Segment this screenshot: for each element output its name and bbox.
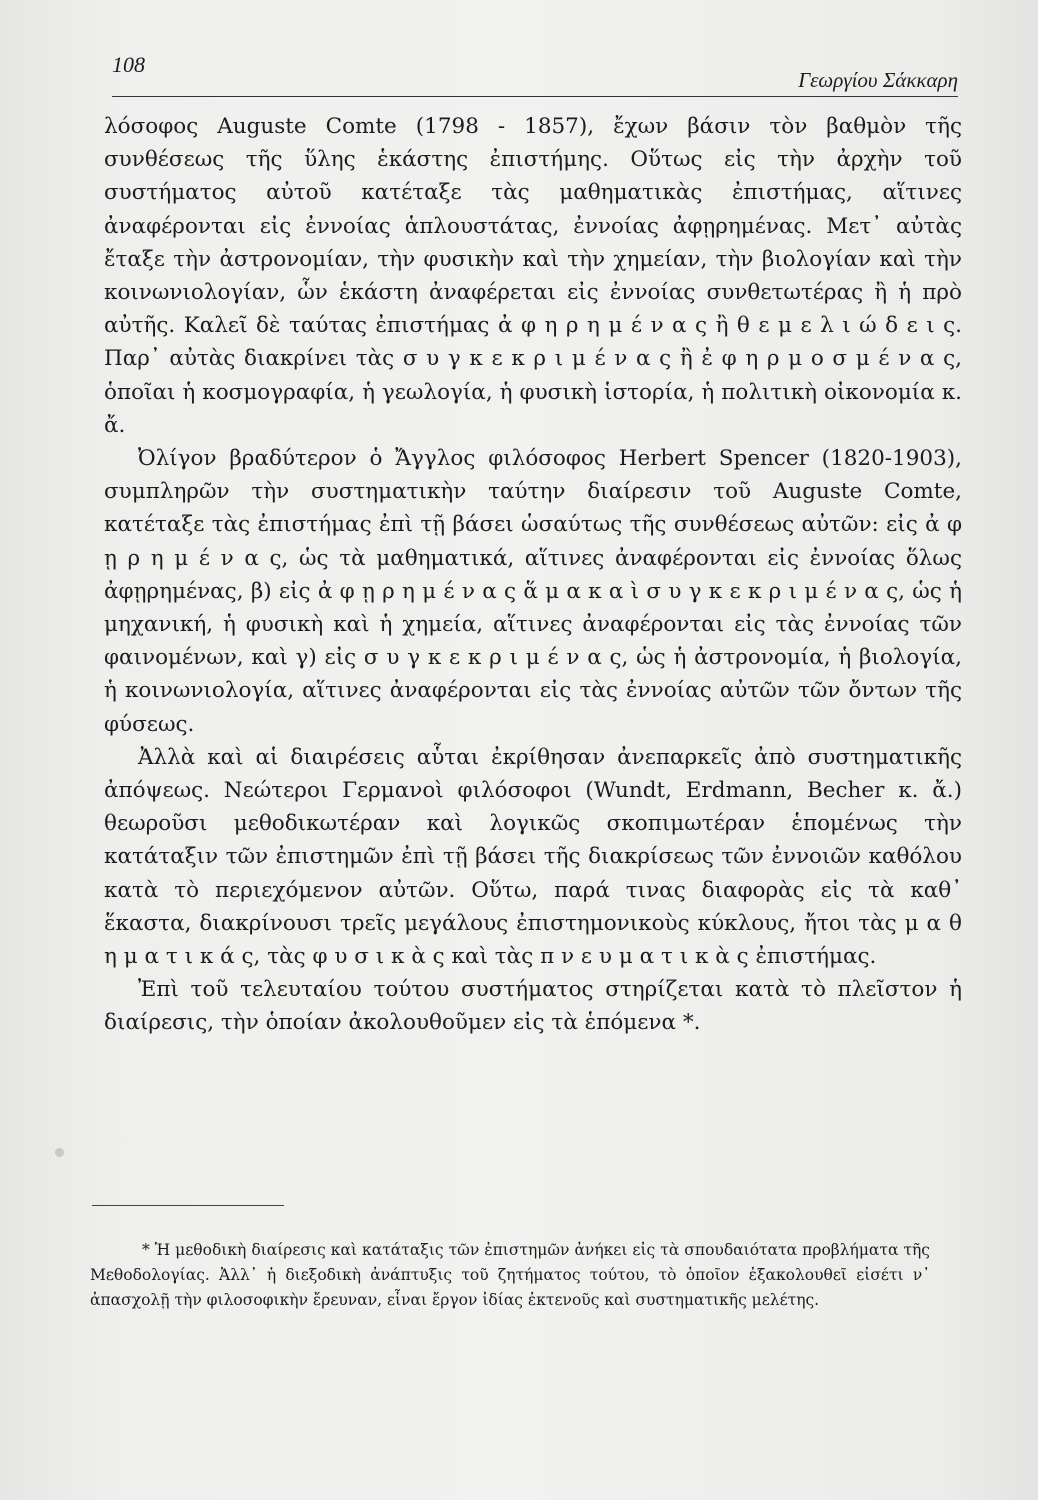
page-number: 108 — [112, 52, 145, 77]
paragraph-3: Ἀλλὰ καὶ αἱ διαιρέσεις αὗται ἐκρίθησαν ἀνεπαρκεῖς ἀπὸ συστηματικῆς ἀπόψεως. Νεώτεροι Γερμανοὶ φιλόσοφοι (Wundt, Erdmann, Becher κ. ἄ.) θεωροῦσι μεθοδικωτέραν καὶ λογικῶς σκοπιμωτέραν ἑπομένως τὴν κατάταξιν τῶν ἐπιστημῶν ἐπὶ τῇ βάσει τῆς διακρίσεως τῶν ἐννοιῶν καθόλου κατὰ τὸ περιεχόμενον αὐτῶν. Οὕτω, παρά τινας διαφορὰς εἰς τὰ καθ᾽ ἕκαστα, διακρίνουσι τρεῖς μεγάλους ἐπιστημονικοὺς κύκλους, ἤτοι τὰς μ α θ η μ α τ ι κ ά ς, τὰς φ υ σ ι κ ὰ ς καὶ τὰς π ν ε υ μ α τ ι κ ὰ ς ἐπιστήμας. — [104, 744, 962, 970]
paragraph-4: Ἐπὶ τοῦ τελευταίου τούτου συστήματος στηρίζεται κατὰ τὸ πλεῖστον ἡ διαίρεσις, τὴν ὁποίαν ἀκολουθοῦμεν εἰς τὰ ἑπόμενα *. — [104, 977, 962, 1036]
running-head: Γεωργίου Σάκκαρη — [798, 68, 958, 92]
footnote-divider — [92, 1205, 284, 1206]
footnote: * Ἡ μεθοδικὴ διαίρεσις καὶ κατάταξις τῶν ἐπιστημῶν ἀνήκει εἰς τὰ σπουδαιότατα προβλήματα τῆς Μεθοδολογίας. Ἀλλ᾽ ἡ διεξοδικὴ ἀνάπτυξις τοῦ ζητήματος τούτου, τὸ ὁποῖον ἐξακολουθεῖ εἰσέτι ν᾽ ἀπασχολῇ τὴν φιλοσοφικὴν ἔρευναν, εἶναι ἔργον ἰδίας ἐκτενοῦς καὶ συστηματικῆς μελέτης. — [90, 1240, 930, 1309]
body-text — [104, 110, 962, 1040]
margin-mark — [55, 1148, 64, 1157]
paragraph-2: Ὀλίγον βραδύτερον ὁ Ἄγγλος φιλόσοφος Herbert Spencer (1820-1903), συμπληρῶν τὴν συστηματικὴν ταύτην διαίρεσιν τοῦ Auguste Comte, κατέταξε τὰς ἐπιστήμας ἐπὶ τῇ βάσει ὡσαύτως τῆς συνθέσεως αὐτῶν: εἰς ἀ φ ῃ ρ η μ έ ν α ς, ὡς τὰ μαθηματικά, αἵτινες ἀναφέρονται εἰς ἐννοίας ὅλως ἀφῃρημένας, β) εἰς ἀ φ ῃ ρ η μ έ ν α ς ἅ μ α κ α ὶ σ υ γ κ ε κ ρ ι μ έ ν α ς, ὡς ἡ μηχανική, ἡ φυσικὴ καὶ ἡ χημεία, αἵτινες ἀναφέρονται εἰς τὰς ἐννοίας τῶν φαινομένων, καὶ γ) εἰς σ υ γ κ ε κ ρ ι μ έ ν α ς, ὡς ἡ ἀστρονομία, ἡ βιολογία, ἡ κοινωνιολογία, αἵτινες ἀναφέρονται εἰς τὰς ἐννοίας αὐτῶν τῶν ὄντων τῆς φύσεως. — [104, 446, 962, 737]
page-header — [112, 52, 958, 97]
paragraph-1: λόσοφος Auguste Comte (1798 - 1857), ἔχων βάσιν τὸν βαθμὸν τῆς συνθέσεως τῆς ὕλης ἑκάστης ἐπιστήμης. Οὕτως εἰς τὴν ἀρχὴν τοῦ συστήματος αὐτοῦ κατέταξε τὰς μαθηματικὰς ἐπιστήμας, αἵτινες ἀναφέρονται εἰς ἐννοίας ἁπλουστάτας, ἐννοίας ἀφῃρημένας. Μετ᾽ αὐτὰς ἔταξε τὴν ἀστρονομίαν, τὴν φυσικὴν καὶ τὴν χημείαν, τὴν βιολογίαν καὶ τὴν κοινωνιολογίαν, ὧν ἑκάστη ἀναφέρεται εἰς ἐννοίας συνθετωτέρας ἢ ἡ πρὸ αὐτῆς. Καλεῖ δὲ ταύτας ἐπιστήμας ἀ φ η ρ η μ έ ν α ς ἢ θ ε μ ε λ ι ώ δ ε ι ς. Παρ᾽ αὐτὰς διακρίνει τὰς σ υ γ κ ε κ ρ ι μ έ ν α ς ἢ ἐ φ η ρ μ ο σ μ έ ν α ς, ὁποῖαι ἡ κοσμογραφία, ἡ γεωλογία, ἡ φυσικὴ ἱστορία, ἡ πολιτικὴ οἰκονομία κ. ἄ. — [104, 114, 962, 438]
